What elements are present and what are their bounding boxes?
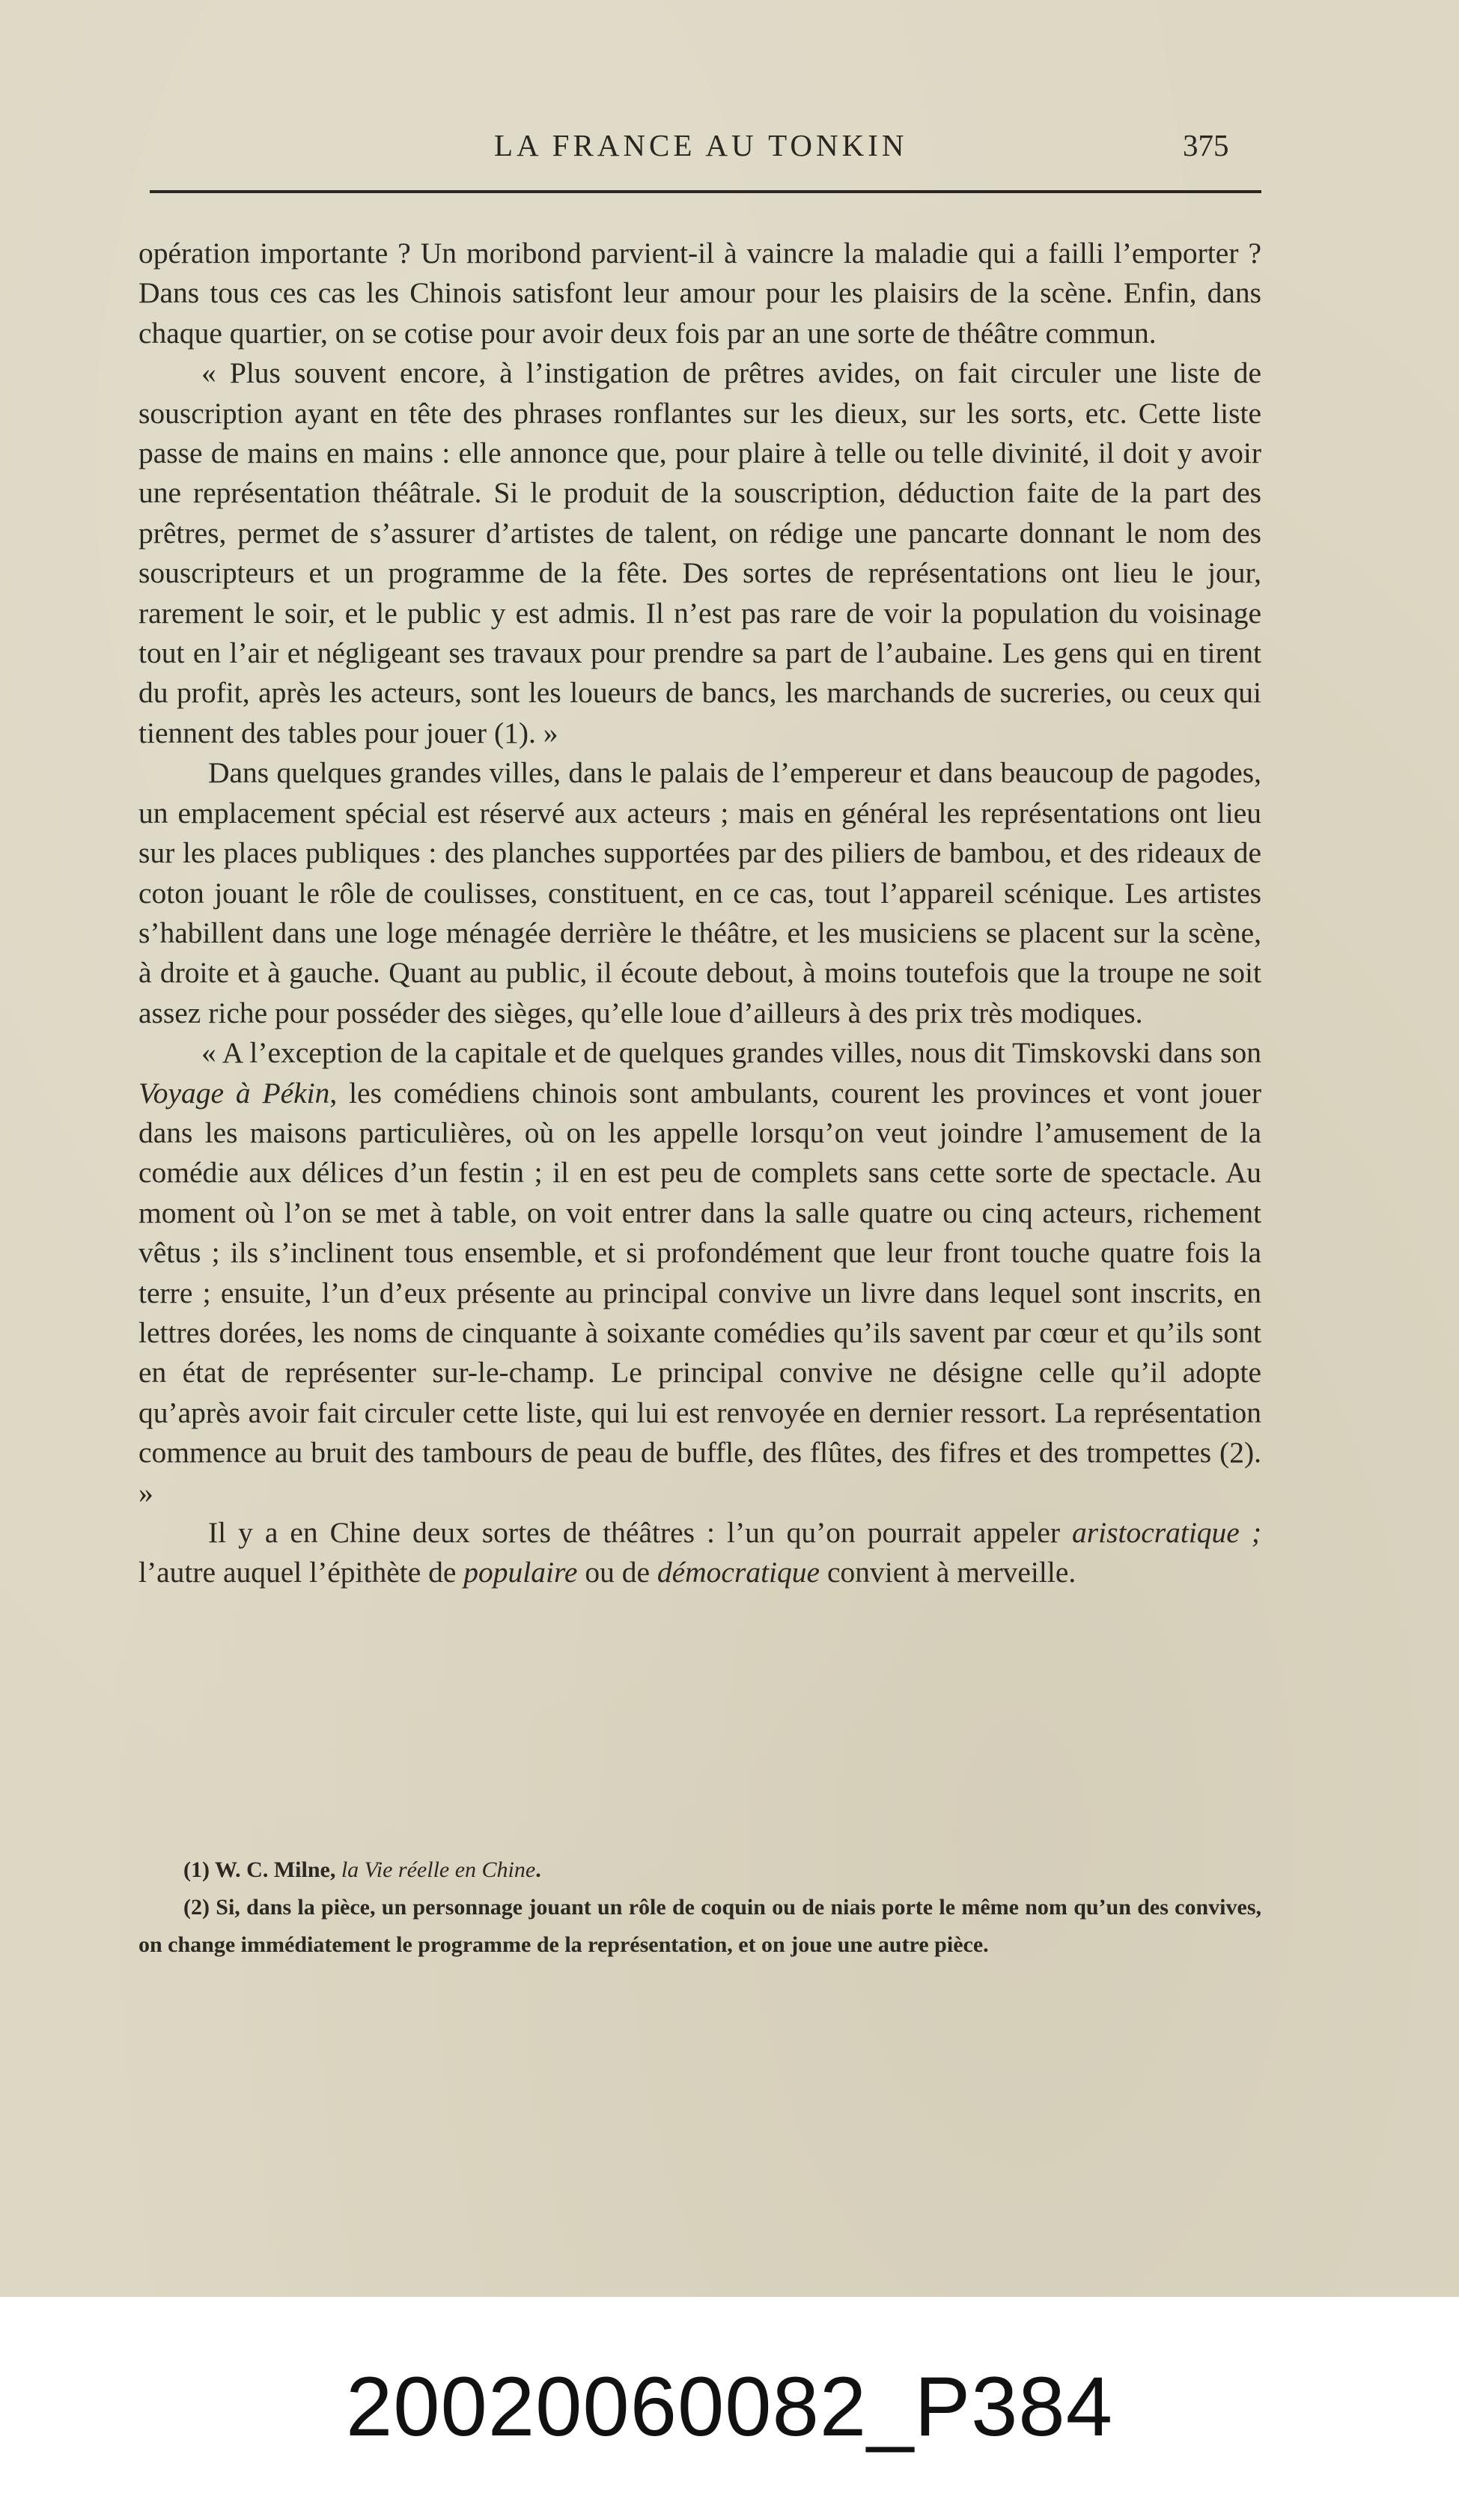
paragraph-text-end: , les comédiens chinois sont ambulants, courent les provinces et vont jouer dans les maisons particulières, où on les appelle lorsqu’on veut joindre l’amusement de la comédie aux délices d’un festin ; il en est peu de complets sans cette sorte de spectacle. Au moment où l’on se met à table, on voit entrer dans la salle quatre ou cinq acteurs, richement vêtus ; ils s’inclinent tous ensemble, et si profondément que leur front touche quatre fois la terre ; ensuite, l’un d’eux présente au principal convive un livre dans lequel sont inscrits, en lettres dorées, les noms de cinquante à soixante comédies qu’ils savent par cœur et qu’ils sont en état de représenter sur-le-champ. Le principal convive ne désigne celle qu’il adopte qu’après avoir fait circuler cette liste, qui lui est renvoyée en dernier ressort. La représentation commence au bruit des tambours de peau de buffle, des flûtes, des fifres et des trompettes (2). » bbox=[138, 1076, 1261, 1509]
footnotes bbox=[138, 1851, 1261, 1964]
book-title: Voyage à Pékin bbox=[138, 1076, 330, 1110]
paragraph-text-a: Il y a en Chine deux sortes de théâtres : l’un qu’on pourrait appeler bbox=[208, 1516, 1073, 1549]
term-populaire: populaire bbox=[463, 1556, 578, 1589]
running-head bbox=[0, 127, 1459, 172]
paragraph-theatre-types bbox=[138, 1513, 1261, 1593]
footnote-1-end: . bbox=[535, 1857, 541, 1882]
paragraph-text-b: l’autre auquel l’épithète de bbox=[138, 1556, 464, 1589]
running-title: LA FRANCE AU TONKIN bbox=[494, 128, 908, 162]
scan-identifier: 20020060082_P384 bbox=[345, 2360, 1114, 2453]
paragraph-quote-subscription: « Plus souvent encore, à l’instigation de prêtres avides, on fait circuler une liste de souscription ayant en tête des phrases ronflantes sur les dieux, sur les sorts, etc. Cette liste passe de mains en mains : elle annonce que, pour plaire à telle ou telle divinité, il doit y avoir une représentation théâtrale. Si le produit de la souscription, déduction faite de la part des prêtres, permet de s’assurer d’artistes de talent, on rédige une pancarte donnant le nom des souscripteurs et un programme de la fête. Des sortes de représentations ont lieu le jour, rarement le soir, et le public y est admis. Il n’est pas rare de voir la population du voisinage tout en l’air et négligeant ses travaux pour prendre sa part de l’aubaine. Les gens qui en tirent du profit, après les acteurs, sont les loueurs de bancs, les marchands de sucreries, ou ceux qui tiennent des tables pour jouer (1). » bbox=[138, 356, 1261, 749]
paragraph-stages: Dans quelques grandes villes, dans le palais de l’empereur et dans beaucoup de pagodes, un emplacement spécial est réservé aux acteurs ; mais en général les représentations ont lieu sur les places publiques : des planches supportées par des piliers de bambou, et des rideaux de coton jouant le rôle de coulisses, constituent, en ce cas, tout l’appareil scénique. Les artistes s’habillent dans une loge ménagée derrière le théâtre, et les musiciens se placent sur la scène, à droite et à gauche. Quant au public, il écoute debout, à moins toutefois que la troupe ne soit assez riche pour posséder des sièges, qu’elle loue d’ailleurs à des prix très modiques. bbox=[138, 756, 1261, 1029]
body-text bbox=[138, 234, 1261, 1593]
page-number: 375 bbox=[1183, 128, 1229, 162]
paragraph-text-c: ou de bbox=[577, 1556, 657, 1589]
footnote-1-title: la Vie réelle en Chine bbox=[341, 1857, 536, 1882]
footnote-1-text: (1) W. C. Milne, bbox=[183, 1857, 341, 1882]
paragraph-continuation: opération importante ? Un moribond parvient-il à vaincre la maladie qui a failli l’emporter ? Dans tous ces cas les Chinois satisfont leur amour pour les plaisirs de la scène. Enfin, dans chaque quartier, on se cotise pour avoir deux fois par an une sorte de théâtre commun. bbox=[138, 237, 1261, 350]
paragraph-quote-timskovski bbox=[138, 1033, 1261, 1513]
header-rule bbox=[150, 190, 1261, 193]
paragraph-text-d: convient à merveille. bbox=[820, 1556, 1076, 1589]
term-democratique: démocratique bbox=[657, 1556, 820, 1589]
paragraph-text-start: « A l’exception de la capitale et de quelques grandes villes, nous dit Timskovski dans son bbox=[201, 1036, 1261, 1070]
term-aristocratique: aristocratique ; bbox=[1072, 1516, 1261, 1549]
footnote-2: (2) Si, dans la pièce, un personnage jouant un rôle de coquin ou de niais porte le même nom qu’un des convives, on change immédiatement le programme de la représentation, et on joue une autre pièce. bbox=[138, 1895, 1261, 1957]
footnote-1 bbox=[138, 1851, 1261, 1889]
